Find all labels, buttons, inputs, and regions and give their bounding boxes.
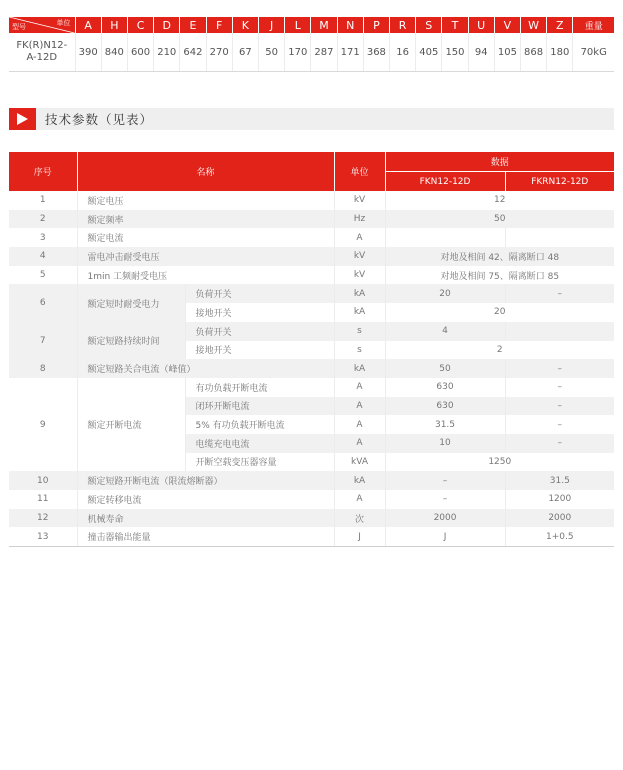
dimension-table [9, 17, 614, 72]
row-index: 6 [9, 284, 77, 321]
row-unit: A [334, 490, 385, 509]
row-value: 20 [494, 307, 506, 318]
dim-col-header: J [258, 17, 284, 33]
row-name: 额定短路开断电流（限流熔断器） [77, 471, 334, 490]
dimension-value-row [9, 33, 614, 72]
row-subname: 电缆充电电流 [185, 434, 334, 453]
dim-value: 642 [180, 33, 206, 72]
row-value-b: 31.5 [505, 471, 614, 490]
row-index: 3 [9, 228, 77, 247]
row-value-a: – [385, 490, 505, 509]
dim-col-header: K [232, 17, 258, 33]
dim-value: 600 [127, 33, 153, 72]
row-value-a: 31.5 [385, 415, 505, 434]
row-unit: kV [334, 247, 385, 266]
weight-header: 重量 [573, 17, 614, 33]
row-unit: 次 [334, 509, 385, 528]
row-value: 对地及相间 42、隔离断口 48 [385, 247, 614, 266]
row-index: 8 [9, 359, 77, 378]
row-unit: kA [334, 359, 385, 378]
row-value-b: – [505, 434, 614, 453]
table-row [9, 509, 614, 528]
row-value-b: – [505, 284, 614, 303]
header-unit: 单位 [334, 152, 385, 191]
dim-value: 170 [285, 33, 311, 72]
row-name: 机械寿命 [77, 509, 334, 528]
table-row [9, 228, 614, 247]
dim-value: 94 [468, 33, 494, 72]
row-subname: 开断空载变压器容量 [185, 453, 334, 472]
row-unit: kVA [334, 453, 385, 472]
row-index: 4 [9, 247, 77, 266]
row-value-b: 2000 [505, 509, 614, 528]
row-name: 雷电冲击耐受电压 [77, 247, 334, 266]
row-unit: Hz [334, 210, 385, 229]
dim-col-header: M [311, 17, 337, 33]
dim-col-header: E [180, 17, 206, 33]
row-value-b: – [557, 382, 563, 393]
dim-col-header: F [206, 17, 232, 33]
row-value-a: – [385, 471, 505, 490]
corner-model-label: 型号 [12, 23, 26, 31]
row-value-a: 4 [385, 322, 505, 341]
table-row [9, 247, 614, 266]
row-subname: 接地开关 [185, 341, 334, 360]
dim-value: 16 [389, 33, 415, 72]
row-unit: kA [334, 471, 385, 490]
dim-col-header: R [389, 17, 415, 33]
header-name: 名称 [77, 152, 334, 191]
dim-value: 270 [206, 33, 232, 72]
row-name: 额定短路持续时间 [77, 322, 185, 359]
row-value-b: 1200 [548, 494, 572, 505]
row-name: 额定开断电流 [77, 378, 185, 471]
row-value-a: 20 [385, 284, 505, 303]
dim-col-header: U [468, 17, 494, 33]
table-row [9, 284, 614, 303]
dim-col-header: T [442, 17, 468, 33]
row-subname: 接地开关 [185, 303, 334, 322]
row-value-a: 630 [385, 397, 505, 416]
row-value-b [505, 322, 614, 341]
row-subname: 5% 有功负载开断电流 [185, 415, 334, 434]
dim-value: 105 [494, 33, 520, 72]
row-unit: A [334, 378, 385, 397]
row-name: 额定电流 [77, 228, 334, 247]
header-index: 序号 [9, 152, 77, 191]
row-name: 撞击器输出能量 [77, 527, 334, 546]
dim-col-header: A [75, 17, 101, 33]
table-row [9, 378, 614, 397]
dim-value: 210 [154, 33, 180, 72]
dim-value: 390 [75, 33, 101, 72]
weight-value: 70kG [573, 33, 614, 72]
row-unit: kA [334, 303, 385, 322]
dim-value: 840 [101, 33, 127, 72]
dim-col-header: N [337, 17, 363, 33]
table-row [9, 527, 614, 546]
table-row [9, 210, 614, 229]
row-unit: kA [334, 284, 385, 303]
row-unit: J [334, 527, 385, 546]
row-value-a: 50 [385, 359, 505, 378]
row-subname: 闭环开断电流 [185, 397, 334, 416]
row-name: 额定电压 [77, 191, 334, 210]
table-row [9, 266, 614, 285]
table-row [9, 471, 614, 490]
row-value: 12 [494, 195, 506, 206]
row-index: 9 [9, 378, 77, 471]
row-index: 2 [9, 210, 77, 229]
corner-unit-label: 单位 [56, 19, 71, 27]
dim-col-header: H [101, 17, 127, 33]
section-marker [9, 108, 36, 130]
row-unit: kV [334, 266, 385, 285]
row-index: 10 [9, 471, 77, 490]
row-value: 50 [385, 210, 614, 229]
model-line-2: A-12D [26, 52, 58, 63]
table-row [9, 359, 614, 378]
spec-header-row [9, 152, 614, 172]
row-name: 1min 工频耐受电压 [77, 266, 334, 285]
dim-col-header: P [363, 17, 389, 33]
header-data: 数据 [385, 152, 614, 172]
row-index: 5 [9, 266, 77, 285]
dim-col-header: W [521, 17, 547, 33]
row-value-b: – [557, 419, 563, 430]
row-value-a: 10 [385, 434, 505, 453]
dim-col-header: L [285, 17, 311, 33]
row-value-b [505, 228, 614, 247]
row-unit: A [334, 228, 385, 247]
dim-value: 868 [521, 33, 547, 72]
model-cell [9, 33, 75, 72]
row-subname: 负荷开关 [185, 284, 334, 303]
row-index: 13 [9, 527, 77, 546]
corner-header-cell [9, 17, 75, 33]
row-unit: kV [334, 191, 385, 210]
row-unit: A [334, 415, 385, 434]
row-unit: A [334, 397, 385, 416]
table-row [9, 322, 614, 341]
dim-value: 287 [311, 33, 337, 72]
header-model-a: FKN12-12D [385, 172, 505, 192]
model-line-1: FK(R)N12- [16, 40, 68, 51]
table-row [9, 191, 614, 210]
row-value-a: J [385, 527, 505, 546]
dim-col-header: Z [547, 17, 573, 33]
row-name: 额定频率 [77, 210, 334, 229]
dim-value: 171 [337, 33, 363, 72]
row-name: 额定转移电流 [77, 490, 334, 509]
row-value: 1250 [488, 456, 512, 467]
row-value-a: 2000 [385, 509, 505, 528]
row-value-b: 1+0.5 [505, 527, 614, 546]
row-index: 11 [9, 490, 77, 509]
row-unit: s [334, 322, 385, 341]
row-unit: A [334, 434, 385, 453]
row-value: 2 [496, 344, 503, 355]
row-index: 1 [9, 191, 77, 210]
row-value-a [385, 228, 505, 247]
row-subname: 有功负载开断电流 [185, 378, 334, 397]
header-model-b: FKRN12-12D [505, 172, 614, 192]
section-title: 技术参数（见表） [45, 112, 154, 127]
row-subname: 负荷开关 [185, 322, 334, 341]
dim-value: 50 [258, 33, 284, 72]
dim-col-header: V [494, 17, 520, 33]
row-index: 12 [9, 509, 77, 528]
dim-value: 405 [416, 33, 442, 72]
dim-value: 150 [442, 33, 468, 72]
row-name: 额定短时耐受电力 [77, 284, 185, 321]
row-value-b: – [505, 359, 614, 378]
row-index: 7 [9, 322, 77, 359]
spec-table [9, 152, 614, 547]
row-value-a: 630 [385, 378, 505, 397]
dim-col-header: C [127, 17, 153, 33]
row-name: 额定短路关合电流（峰值） [77, 359, 334, 378]
dim-value: 180 [547, 33, 573, 72]
row-unit: s [334, 341, 385, 360]
table-row [9, 490, 614, 509]
dim-col-header: D [154, 17, 180, 33]
dimension-header-row [9, 17, 614, 33]
play-icon [17, 113, 28, 125]
row-value-b: – [505, 397, 614, 416]
dim-value: 368 [363, 33, 389, 72]
section-header [9, 108, 614, 130]
dim-value: 67 [232, 33, 258, 72]
dim-col-header: S [416, 17, 442, 33]
row-value: 对地及相间 75、隔离断口 85 [440, 271, 560, 282]
